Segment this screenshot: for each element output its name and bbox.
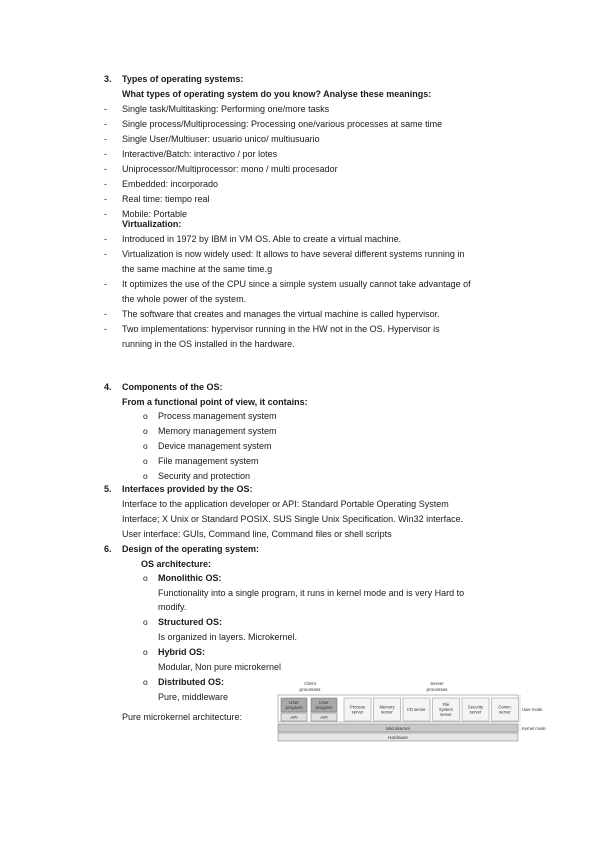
list-dash: - [104,209,107,219]
user-program-2-l1: User [319,700,329,705]
list-bullet: o [143,441,148,451]
list-dash: - [104,164,107,174]
component-item: File management system [158,456,259,466]
microkernel-diagram-svg [276,678,546,748]
architecture-item-title: Hybrid OS: [158,647,206,657]
architecture-title: OS architecture: [141,559,212,569]
server-label: System [439,707,453,712]
list-bullet: o [143,411,148,421]
list-bullet: o [143,426,148,436]
virtualization-item-line: the same machine at the same time.g [122,264,273,274]
interfaces-line-2: Interface; X Unix or Standard POSIX. SUS Single Unix Specification. Win32 interface. [122,514,464,524]
list-dash: - [104,134,107,144]
client-label-1: Client [304,681,316,686]
architecture-item-desc: Pure, middleware [158,692,229,702]
server-label: server [351,709,364,715]
architecture-item-title: Distributed OS: [158,677,225,687]
user-program-1-l1: User [289,700,299,705]
list-bullet: o [143,456,148,466]
architecture-item-desc: Functionality into a single program, it runs in kernel mode and is very Hard to [158,588,465,598]
architecture-item-desc: modify. [158,602,187,612]
type-item: Real time: tiempo real [122,194,210,204]
section-4-subtitle: From a functional point of view, it contains: [122,397,308,407]
section-5-title: Interfaces provided by the OS: [122,484,253,494]
section-4-number: 4. [104,382,112,392]
type-item: Single task/Multitasking: Performing one/more tasks [122,104,330,114]
kernel-mode-label: Kernel mode [522,726,546,731]
hardware-label: Hardware [388,735,408,740]
virtualization-item-line: running in the OS installed in the hardware. [122,339,295,349]
type-item: Mobile: Portable [122,209,188,219]
server-label-1: Server [430,681,444,686]
virtualization-item-line: Virtualization is now widely used: It allows to have several different systems running in [122,249,465,259]
architecture-item-desc: Modular, Non pure microkernel [158,662,282,672]
list-dash: - [104,324,107,334]
virtualization-item-line: the whole power of the system. [122,294,247,304]
type-item: Embedded: incorporado [122,179,219,189]
list-dash: - [104,249,107,259]
list-bullet: o [143,471,148,481]
virtualization-item-line: Two implementations: hypervisor running in the HW not in the OS. Hypervisor is [122,324,440,334]
list-dash: - [104,179,107,189]
server-label: server [469,709,482,715]
server-label: I/O server [407,707,426,712]
microkernel-diagram [276,678,546,748]
section-4-title: Components of the OS: [122,382,223,392]
api-label-1: API [290,715,298,720]
section-6-number: 6. [104,544,112,554]
list-dash: - [104,309,107,319]
virtualization-title: Virtualization: [122,219,182,229]
list-dash: - [104,104,107,114]
api-label-2: API [320,715,328,720]
section-3-number: 3. [104,74,112,84]
type-item: Interactive/Batch: interactivo / por lotes [122,149,278,159]
interfaces-line-1: Interface to the application developer or API: Standard Portable Operating System [122,499,449,509]
server-label: File [442,701,450,707]
virtualization-item-line: It optimizes the use of the CPU since a simple system usually cannot take advantage of [122,279,471,289]
architecture-item-desc: Is organized in layers. Microkernel. [158,632,298,642]
architecture-item-title: Structured OS: [158,617,223,627]
user-mode-label: User mode [522,707,543,712]
user-program-1-l2: program [285,705,303,710]
virtualization-item-line: Introduced in 1972 by IBM in VM OS. Able to create a virtual machine. [122,234,402,244]
server-label: Comm. [498,704,512,710]
component-item: Device management system [158,441,272,451]
list-bullet: o [143,677,148,687]
client-label-2: processes [299,687,321,692]
interfaces-line-3: User interface: GUIs, Command line, Command files or shell scripts [122,529,392,539]
architecture-item-title: Monolithic OS: [158,573,222,583]
component-item: Security and protection [158,471,251,481]
server-label: Memory [379,704,395,710]
user-program-2-l2: program [315,705,333,710]
section-3-title: Types of operating systems: [122,74,244,84]
diagram-caption: Pure microkernel architecture: [122,712,243,722]
list-dash: - [104,119,107,129]
section-6-title: Design of the operating system: [122,544,260,554]
virtualization-item-line: The software that creates and manages the virtual machine is called hypervisor. [122,309,440,319]
list-bullet: o [143,617,148,627]
server-label: Security [467,704,484,710]
component-item: Process management system [158,411,277,421]
server-label: Process [349,704,366,710]
list-bullet: o [143,573,148,583]
microkernel-label: Microkernel [386,726,410,731]
server-label: server [381,709,393,715]
list-dash: - [104,194,107,204]
server-label: server [440,712,452,718]
section-3-question: What types of operating system do you know? Analyse these meanings: [122,89,432,99]
type-item: Single process/Multiprocessing: Processing one/various processes at same time [122,119,443,129]
type-item: Uniprocessor/Multiprocessor: mono / multi procesador [122,164,338,174]
type-item: Single User/Multiuser: usuario unico/ multiusuario [122,134,320,144]
server-label: server [499,709,511,715]
list-dash: - [104,149,107,159]
list-dash: - [104,234,107,244]
list-dash: - [104,279,107,289]
server-label-2: processes [426,687,448,692]
list-bullet: o [143,647,148,657]
section-5-number: 5. [104,484,112,494]
component-item: Memory management system [158,426,277,436]
